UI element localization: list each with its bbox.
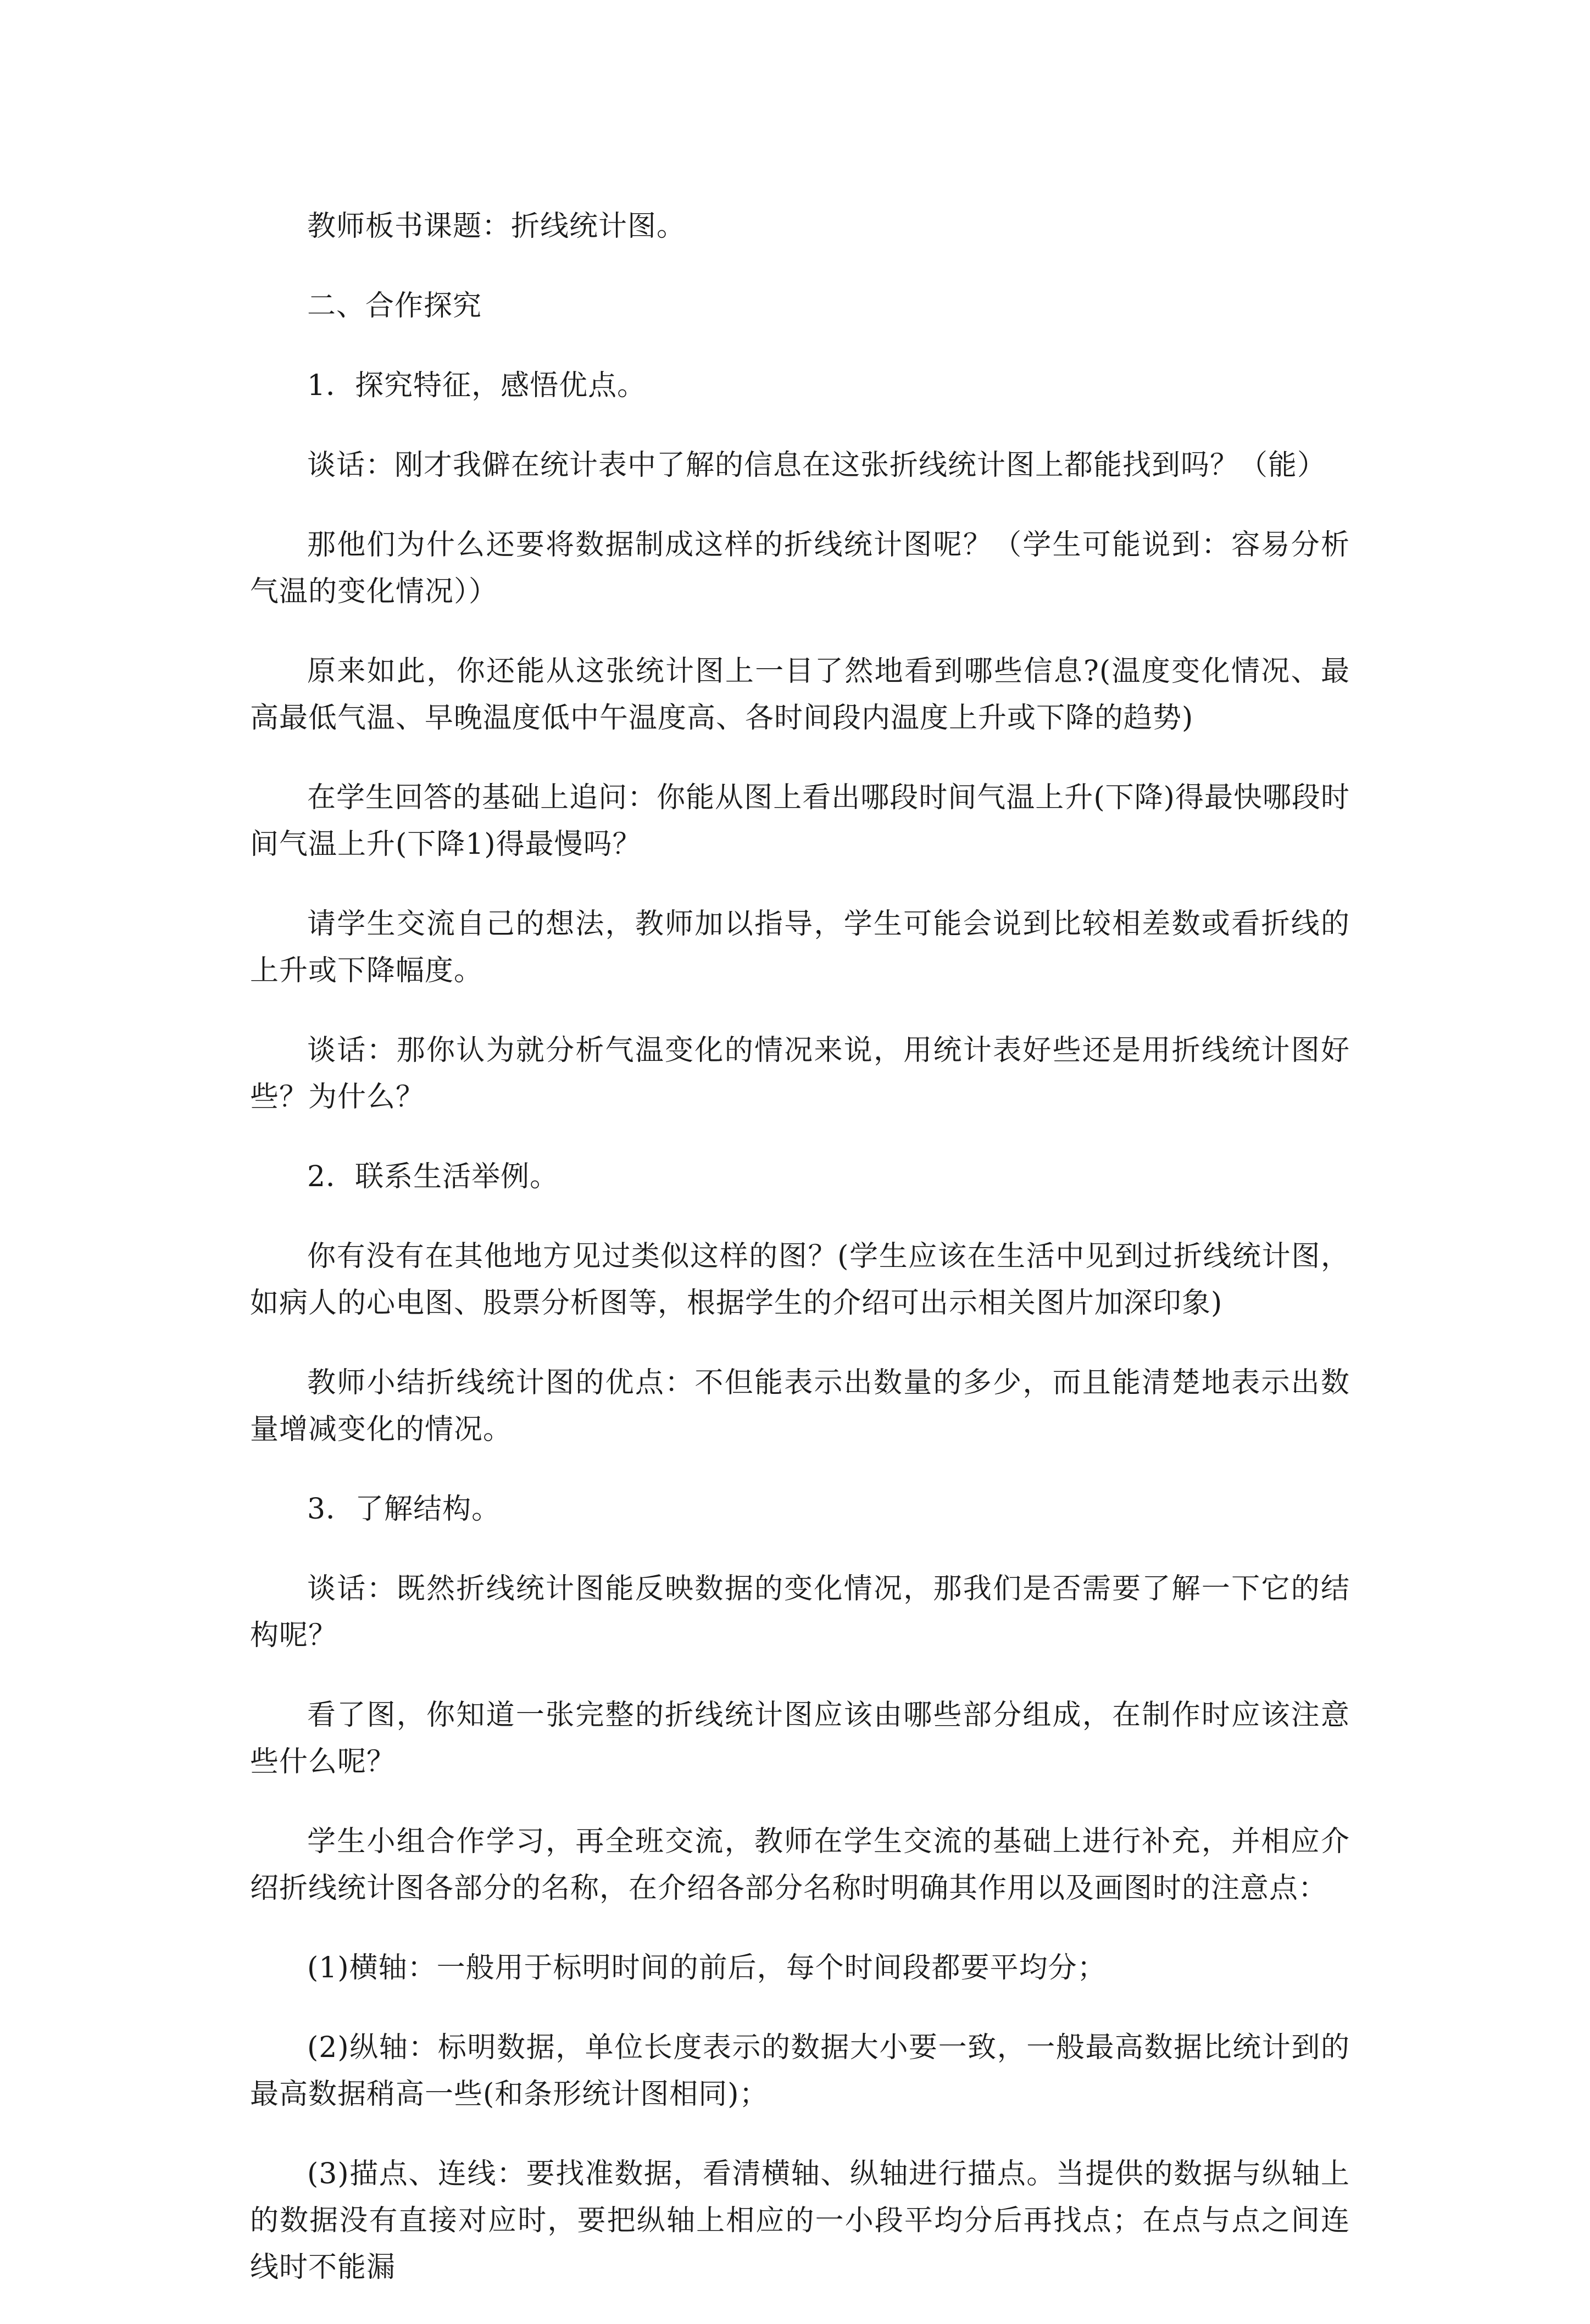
paragraph-dialogue-2: 谈话：那你认为就分析气温变化的情况来说，用统计表好些还是用折线统计图好些？为什么？ [250,1034,1350,1114]
paragraph-group-learning: 学生小组合作学习，再全班交流，教师在学生交流的基础上进行补充，并相应介绍折线统计图各部分的名称，在介绍各部分名称时明确其作用以及画图时的注意点： [250,1825,1350,1905]
list-item-vertical-axis: (2)纵轴：标明数据，单位长度表示的数据大小要一致，一般最高数据比统计到的最高数据稍高一些(和条形统计图相同)； [250,2031,1350,2111]
list-item-horizontal-axis: (1)横轴：一般用于标明时间的前后，每个时间段都要平均分； [307,1952,1107,1984]
paragraph-follow-up-question: 在学生回答的基础上追问：你能从图上看出哪段时间气温上升(下降)得最快哪段时间气温上升(下降1)得最慢吗？ [250,781,1350,861]
paragraph-similar-charts: 你有没有在其他地方见过类似这样的图？(学生应该在生活中见到过折线统计图，如病人的心电图、股票分析图等，根据学生的介绍可出示相关图片加深印象) [250,1240,1350,1320]
paragraph-dialogue-1: 谈话：刚才我僻在统计表中了解的信息在这张折线统计图上都能找到吗？（能） [307,449,1327,482]
paragraph-dialogue-3: 谈话：既然折线统计图能反映数据的变化情况，那我们是否需要了解一下它的结构呢？ [250,1572,1350,1652]
paragraph-teacher-summary: 教师小结折线统计图的优点：不但能表示出数量的多少，而且能清楚地表示出数量增减变化的情况。 [250,1366,1350,1446]
document-body [250,203,1350,2324]
subsection-heading-explore-features: 1．探究特征，感悟优点。 [307,369,647,402]
paragraph-board-title: 教师板书课题：折线统计图。 [307,210,686,243]
paragraph-chart-components: 看了图，你知道一张完整的折线统计图应该由哪些部分组成，在制作时应该注意些什么呢？ [250,1699,1350,1778]
list-item-plot-and-connect: (3)描点、连线：要找准数据，看清横轴、纵轴进行描点。当提供的数据与纵轴上的数据没有直接对应时，要把纵轴上相应的一小段平均分后再找点；在点与点之间连线时不能漏 [250,2158,1350,2284]
subsection-heading-life-examples: 2．联系生活举例。 [307,1160,559,1193]
paragraph-information-seen: 原来如此，你还能从这张统计图上一目了然地看到哪些信息?(温度变化情况、最高最低气温、早晚温度低中午温度高、各时间段内温度上升或下降的趋势) [250,655,1350,735]
section-heading-cooperative-inquiry: 二、合作探究 [307,290,482,323]
paragraph-why-line-chart: 那他们为什么还要将数据制成这样的折线统计图呢？（学生可能说到：容易分析气温的变化情况）） [250,529,1350,608]
paragraph-student-exchange: 请学生交流自己的想法，教师加以指导，学生可能会说到比较相差数或看折线的上升或下降幅度。 [250,908,1350,987]
subsection-heading-understand-structure: 3．了解结构。 [307,1493,501,1526]
